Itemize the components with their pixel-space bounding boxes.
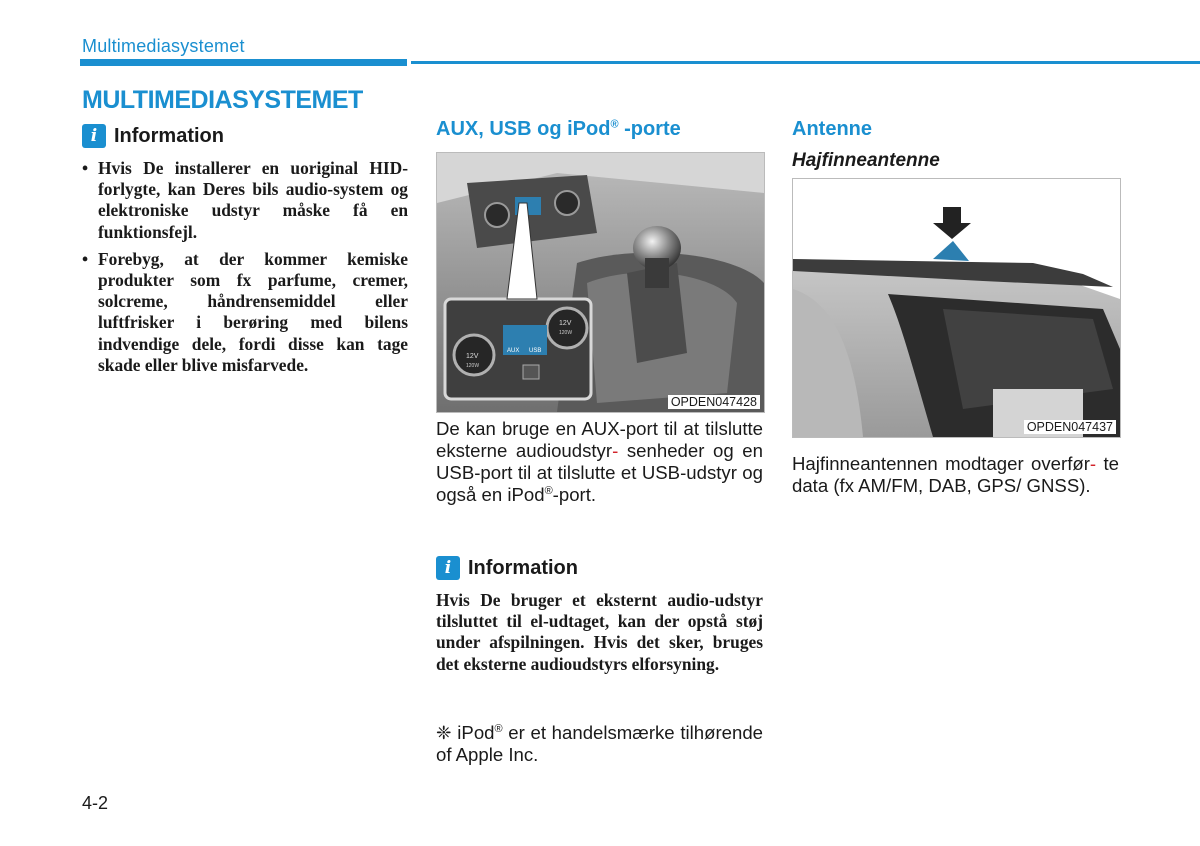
ports-body-part-3: -port. (552, 484, 597, 505)
note-part-1: iPod (457, 722, 495, 743)
ports-body-part-1: De kan bruge en AUX-port til at tilslutte eksterne audioudstyr (436, 418, 763, 461)
page-number: 4-2 (82, 793, 109, 813)
page-title: MULTIMEDIASYSTEMET (82, 86, 363, 114)
note-reg: ® (494, 722, 503, 735)
header-rule-thick (80, 59, 407, 66)
antenna-body-part-1: Hajfinneantennen modtager overfør (792, 453, 1090, 474)
info-text-middle: Hvis De bruger et eksternt audio-udstyr tilsluttet til el-udtaget, kan der opstå støj under afspilningen. Hvis det sker, bruges det eksterne audioudstyrs elforsyning. (436, 590, 763, 674)
ports-figure-caption: OPDEN047428 (668, 395, 760, 409)
antenna-body (792, 453, 1119, 497)
info-icon: i (82, 124, 106, 148)
antenna-subheading: Hajfinneantenne (792, 150, 940, 171)
port-label-12v-left: 12V (466, 353, 479, 360)
antenna-body-hyphen: - (1089, 453, 1097, 474)
antenna-figure (792, 178, 1121, 438)
info-box-left (82, 124, 408, 382)
info-box-middle (436, 556, 763, 675)
info-heading-label: Information (114, 124, 224, 147)
ports-heading-reg: ® (610, 118, 619, 131)
header-rule-thin (411, 61, 1200, 64)
trademark-note (436, 722, 763, 766)
info-bullet-list (82, 158, 408, 376)
info-heading-left (82, 124, 408, 148)
port-label-12v-right: 12V (559, 320, 572, 327)
info-heading-middle (436, 556, 763, 580)
port-label-usb: USB (529, 348, 542, 354)
car-roof-illustration (793, 179, 1120, 437)
ports-heading-suffix: -porte (618, 118, 681, 140)
note-part-2: er et handelsmærke tilhørende of Apple Inc. (436, 722, 764, 765)
running-head: Multimediasystemet (82, 36, 245, 56)
info-icon: i (436, 556, 460, 580)
ports-body-hyphen: - (612, 440, 619, 461)
ports-figure (436, 152, 765, 413)
ports-body (436, 418, 763, 506)
antenna-heading: Antenne (792, 118, 872, 140)
info-bullet-1: • Hvis De installerer en uoriginal HID-forlygte, kan Deres bils audio-system og elektroniske udstyr måske få en funktionsfejl. (82, 158, 408, 243)
note-symbol: ❈ (436, 722, 452, 743)
port-label-120w-left: 120W (466, 363, 480, 369)
ports-heading-prefix: AUX, USB og iPod (436, 118, 611, 140)
port-label-120w-right: 120W (559, 330, 573, 336)
info-heading-middle-label: Information (468, 556, 578, 579)
ports-body-part-2: senheder og en USB-port til at tilslutte et USB-udstyr og også en iPod (436, 440, 763, 505)
antenna-figure-caption: OPDEN047437 (1024, 420, 1116, 434)
console-illustration (437, 153, 764, 412)
port-label-aux: AUX (507, 348, 520, 354)
ports-body-reg: ® (544, 484, 553, 497)
antenna-body-part-2: te data (fx AM/FM, DAB, GPS/ GNSS). (792, 453, 1119, 496)
ports-heading (436, 118, 681, 141)
info-bullet-2: • Forebyg, at der kommer kemiske produkter som fx parfume, cremer, solcreme, håndrensemiddel eller luftfrisker i berøring med bilens indvendige dele, fordi disse kan tage skade eller blive misfarvede. (82, 249, 408, 376)
